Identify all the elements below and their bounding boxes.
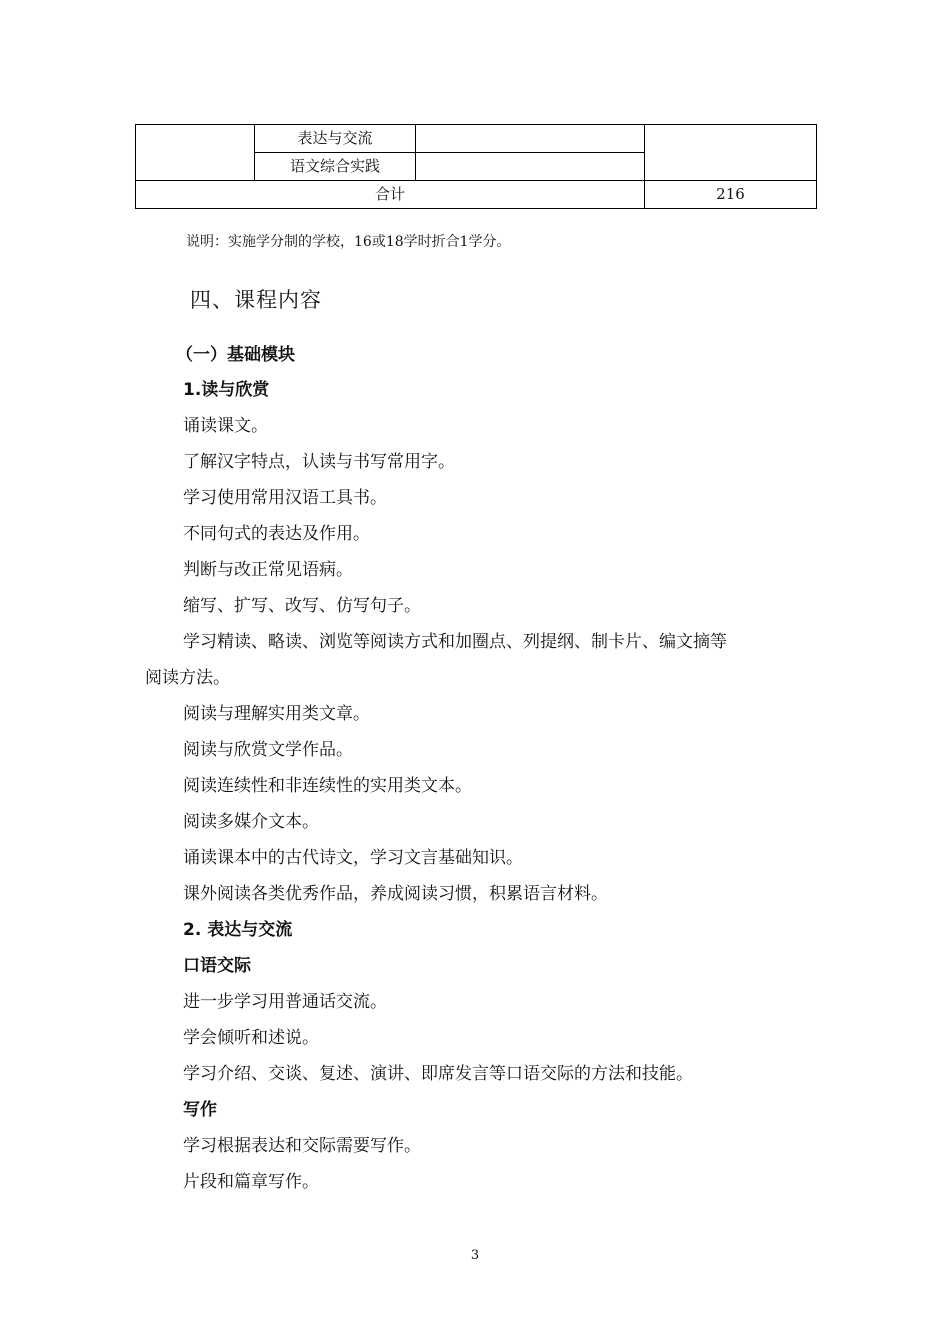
module-title: （一）基础模块: [176, 345, 295, 365]
content-line: 了解汉字特点，认读与书写常用字。: [183, 452, 455, 472]
table-cell-empty: [645, 125, 817, 181]
table-cell-subject: 语文综合实践: [255, 153, 416, 181]
content-line: 阅读与欣赏文学作品。: [183, 740, 353, 760]
content-line: 诵读课文。: [183, 416, 268, 436]
section-title: 四、课程内容: [190, 288, 322, 312]
content-line: 判断与改正常见语病。: [183, 560, 353, 580]
content-line: 诵读课本中的古代诗文，学习文言基础知识。: [183, 848, 523, 868]
content-line: 不同句式的表达及作用。: [183, 524, 370, 544]
table-row: [136, 125, 817, 153]
content-line: 阅读连续性和非连续性的实用类文本。: [183, 776, 472, 796]
table-cell-empty: [416, 153, 645, 181]
total-value: 216: [645, 181, 817, 209]
subsection-title-expression: 2. 表达与交流: [183, 920, 293, 940]
content-line: 学习精读、略读、浏览等阅读方式和加圈点、列提纲、制卡片、编文摘等: [183, 632, 727, 652]
table-cell-subject: 表达与交流: [255, 125, 416, 153]
table-cell-empty: [416, 125, 645, 153]
content-line: 学习介绍、交谈、复述、演讲、即席发言等口语交际的方法和技能。: [183, 1064, 693, 1084]
hours-table: [135, 124, 817, 209]
content-line: 阅读方法。: [145, 668, 230, 688]
content-line: 学习使用常用汉语工具书。: [183, 488, 387, 508]
content-line: 片段和篇章写作。: [183, 1172, 319, 1192]
writing-title: 写作: [183, 1100, 217, 1120]
content-line: 缩写、扩写、改写、仿写句子。: [183, 596, 421, 616]
table-row-total: [136, 181, 817, 209]
subsection-title-reading: 1.读与欣赏: [183, 380, 270, 400]
content-line: 学习根据表达和交际需要写作。: [183, 1136, 421, 1156]
table-note: 说明：实施学分制的学校，16或18学时折合1学分。: [186, 234, 511, 250]
oral-title: 口语交际: [183, 956, 251, 976]
table-cell-empty: [136, 125, 255, 181]
content-line: 学会倾听和述说。: [183, 1028, 319, 1048]
content-line: 阅读与理解实用类文章。: [183, 704, 370, 724]
total-label: 合计: [136, 181, 645, 209]
content-line: 阅读多媒介文本。: [183, 812, 319, 832]
content-line: 课外阅读各类优秀作品，养成阅读习惯，积累语言材料。: [183, 884, 608, 904]
content-line: 进一步学习用普通话交流。: [183, 992, 387, 1012]
page-number: 3: [470, 1248, 480, 1263]
